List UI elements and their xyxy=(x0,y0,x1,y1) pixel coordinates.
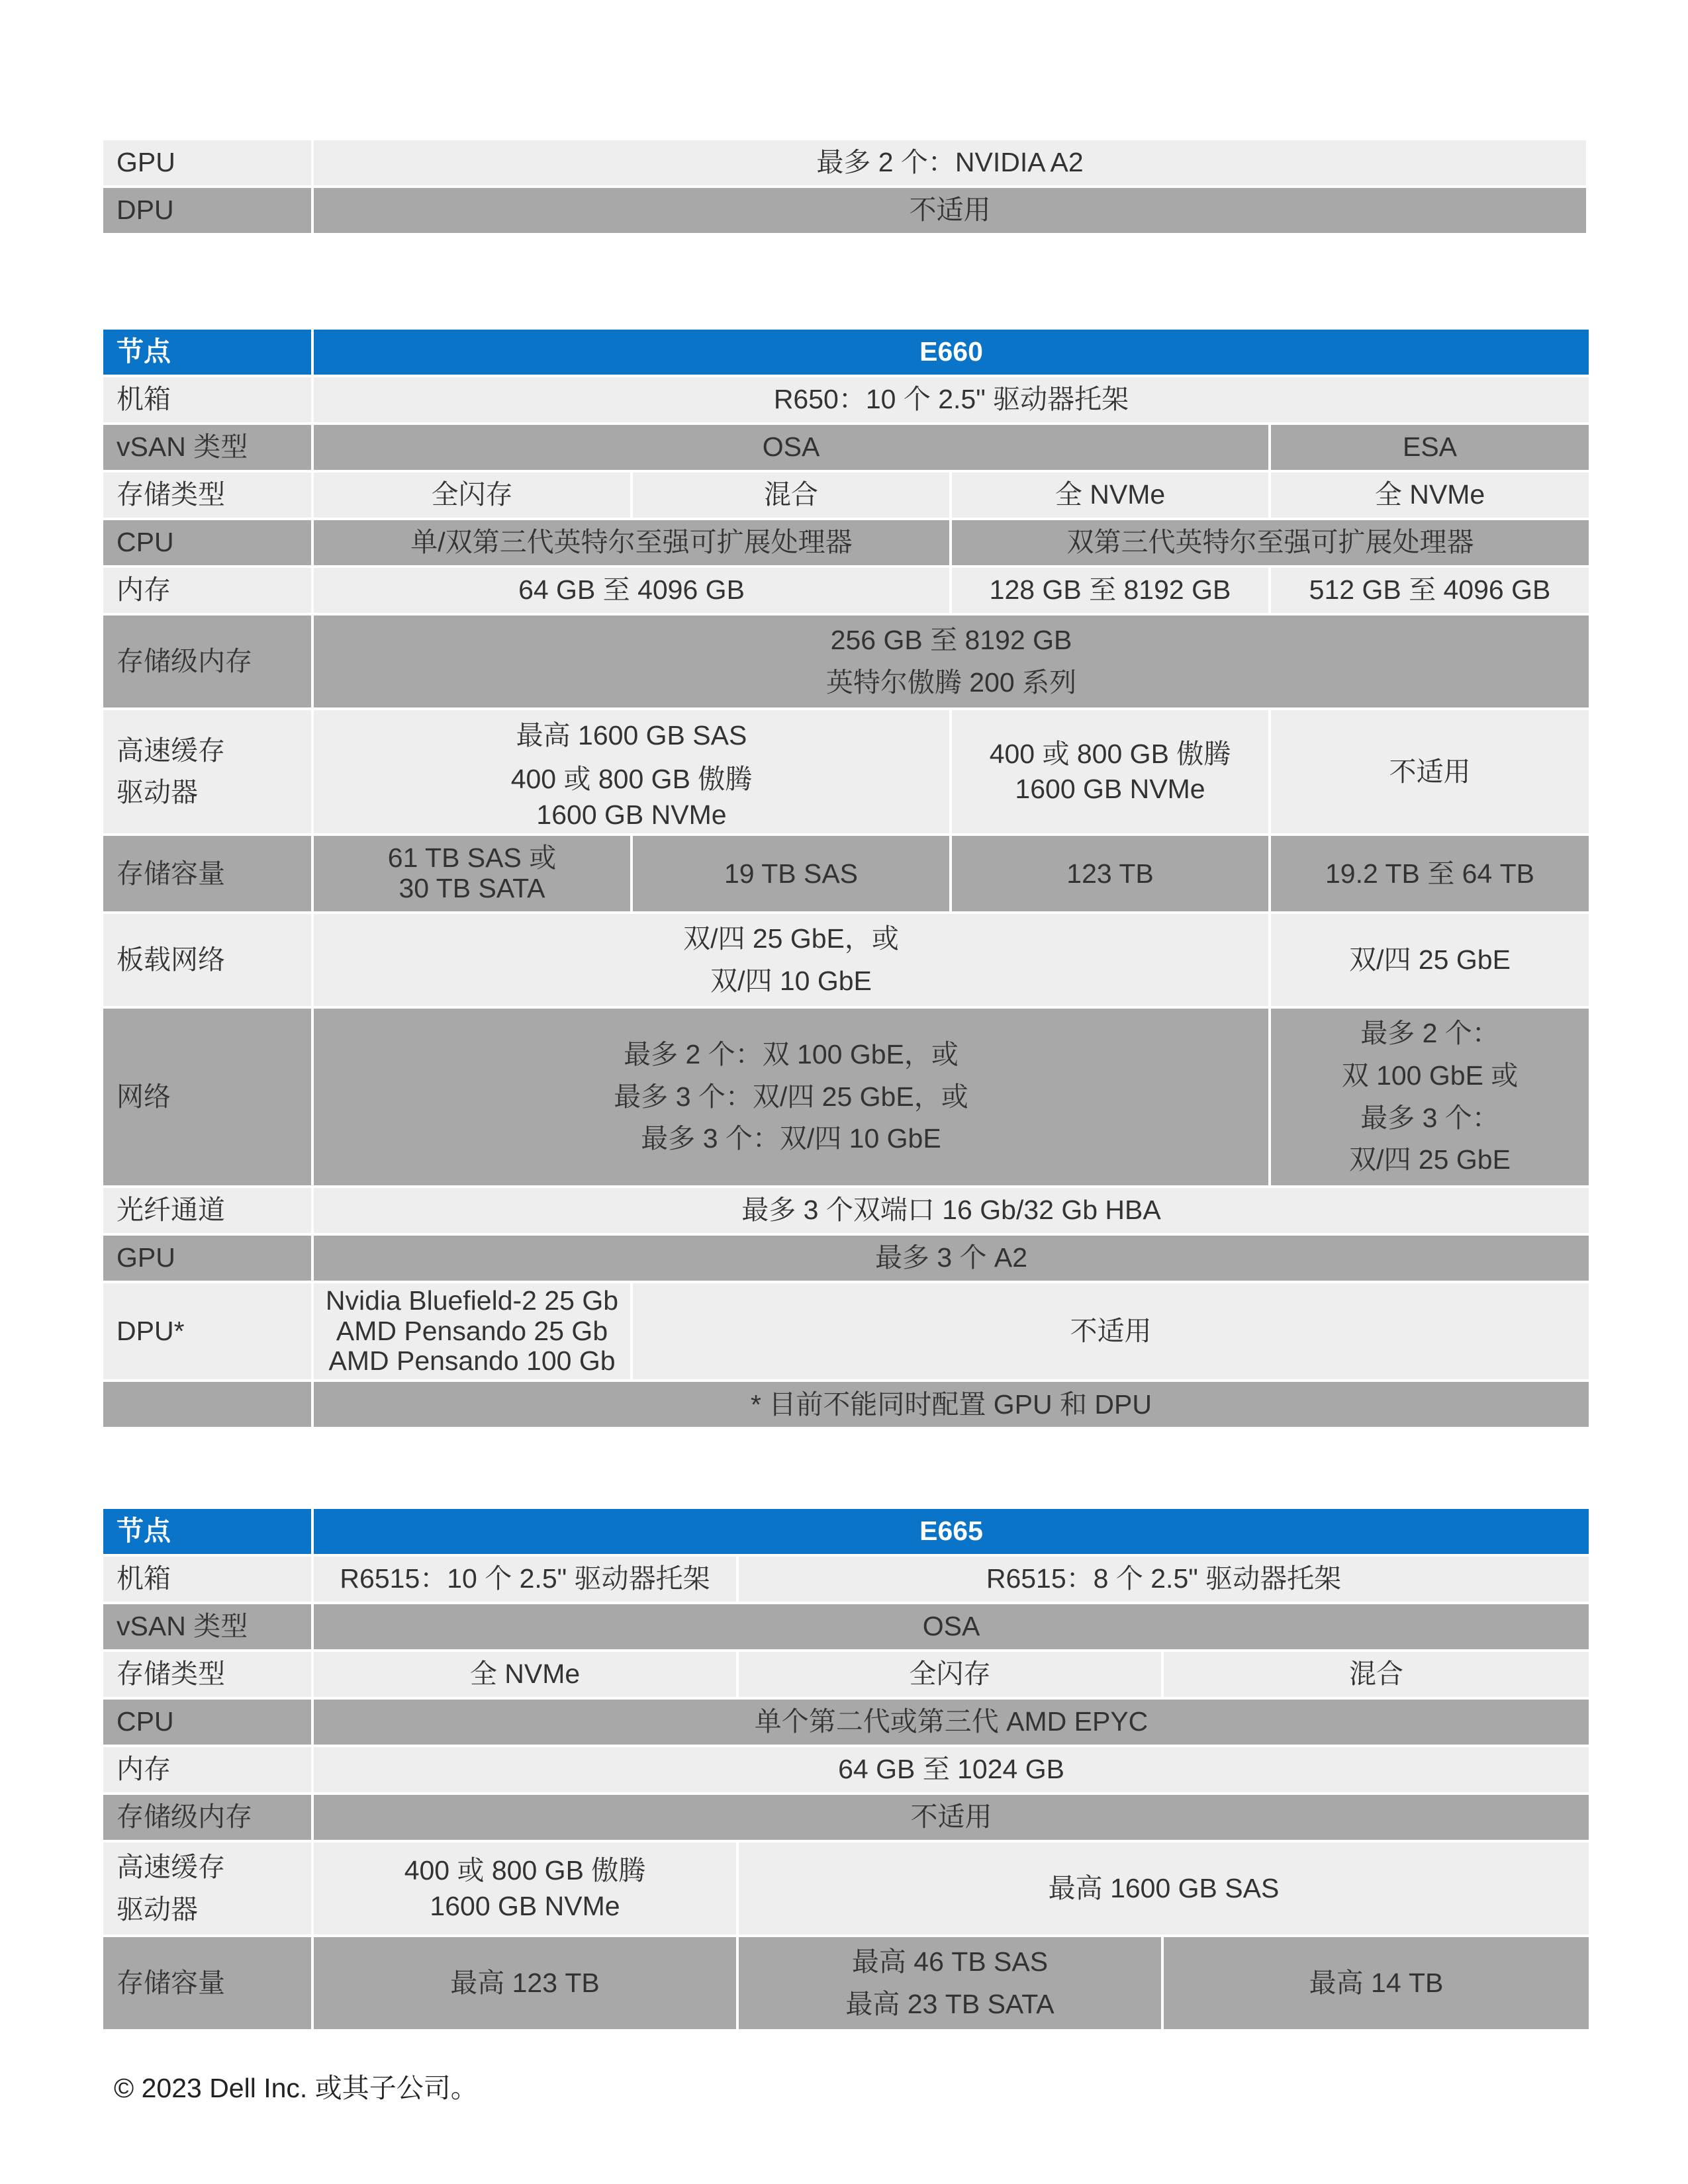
table-row xyxy=(102,1282,1590,1381)
row-label-chassis: 机箱 xyxy=(102,376,312,424)
capacity-nvme-osa: 123 TB xyxy=(951,835,1270,913)
table-row xyxy=(102,1234,1590,1282)
e665-spec-table xyxy=(101,1506,1591,2032)
scm-value: 不适用 xyxy=(312,1794,1590,1841)
row-label-capacity: 存储容量 xyxy=(102,1936,312,2030)
row-label-vsan-type: vSAN 类型 xyxy=(102,424,312,471)
row-label-cache: 高速缓存 驱动器 xyxy=(102,709,312,835)
storage-all-flash: 全闪存 xyxy=(737,1651,1162,1698)
dpu-options: Nvidia Bluefield-2 25 Gb AMD Pensando 25 Gb AMD Pensando 100 Gb xyxy=(312,1282,632,1381)
capacity-hybrid: 19 TB SAS xyxy=(632,835,951,913)
row-label-onboard-network: 板载网络 xyxy=(102,913,312,1007)
row-label-fibre-channel: 光纤通道 xyxy=(102,1187,312,1234)
vsan-value: OSA xyxy=(312,1603,1590,1651)
onboard-esa: 双/四 25 GbE xyxy=(1270,913,1590,1007)
network-esa: 最多 2 个： 双 100 GbE 或 最多 3 个： 双/四 25 GbE xyxy=(1270,1007,1590,1186)
table-row xyxy=(102,614,1590,709)
table-row xyxy=(102,835,1590,913)
table-row xyxy=(102,1651,1590,1698)
row-label-dpu: DPU* xyxy=(102,1282,312,1381)
storage-hybrid: 混合 xyxy=(1162,1651,1590,1698)
node-label: 节点 xyxy=(102,1508,312,1555)
cache-osa: 最高 1600 GB SAS 400 或 800 GB 傲腾 1600 GB NVMe xyxy=(312,709,951,835)
table-row xyxy=(102,139,1587,187)
memory-osa: 64 GB 至 4096 GB xyxy=(312,567,951,614)
vsan-esa: ESA xyxy=(1270,424,1590,471)
row-label-memory: 内存 xyxy=(102,1746,312,1794)
row-label-cpu: CPU xyxy=(102,519,312,567)
network-osa: 最多 2 个：双 100 GbE，或 最多 3 个：双/四 25 GbE，或 最多 3 个：双/四 10 GbE xyxy=(312,1007,1270,1186)
row-label-scm: 存储级内存 xyxy=(102,1794,312,1841)
table-row xyxy=(102,567,1590,614)
row-label-network: 网络 xyxy=(102,1007,312,1186)
row-label-cache: 高速缓存 驱动器 xyxy=(102,1841,312,1936)
capacity-all-flash: 61 TB SAS 或 30 TB SATA xyxy=(312,835,632,913)
row-label-gpu: GPU xyxy=(102,1234,312,1282)
onboard-osa: 双/四 25 GbE，或 双/四 10 GbE xyxy=(312,913,1270,1007)
chassis-nvme: R6515：10 个 2.5" 驱动器托架 xyxy=(312,1555,737,1603)
memory-nvme-osa: 128 GB 至 8192 GB xyxy=(951,567,1270,614)
storage-nvme-osa: 全 NVMe xyxy=(951,471,1270,519)
cache-nvme: 400 或 800 GB 傲腾 1600 GB NVMe xyxy=(312,1841,737,1936)
table-row xyxy=(102,913,1590,1007)
table-row xyxy=(102,1381,1590,1428)
table-row xyxy=(102,1007,1590,1186)
cache-esa: 不适用 xyxy=(1270,709,1590,835)
cpu-value: 单个第二代或第三代 AMD EPYC xyxy=(312,1698,1590,1746)
table-row xyxy=(102,424,1590,471)
table-row xyxy=(102,1187,1590,1234)
table-row xyxy=(102,1698,1590,1746)
row-label-memory: 内存 xyxy=(102,567,312,614)
table-row xyxy=(102,519,1590,567)
row-label-dpu: DPU xyxy=(102,187,312,234)
row-label-note xyxy=(102,1381,312,1428)
storage-nvme-esa: 全 NVMe xyxy=(1270,471,1590,519)
dpu-other: 不适用 xyxy=(632,1282,1590,1381)
vsan-osa: OSA xyxy=(312,424,1270,471)
table-header-row xyxy=(102,1508,1590,1555)
capacity-nvme: 最高 123 TB xyxy=(312,1936,737,2030)
table-row xyxy=(102,709,1590,835)
storage-all-flash: 全闪存 xyxy=(312,471,632,519)
row-label-chassis: 机箱 xyxy=(102,1555,312,1603)
table-row xyxy=(102,376,1590,424)
gpu-value: 最多 2 个：NVIDIA A2 xyxy=(312,139,1587,187)
cpu-nvme: 双第三代英特尔至强可扩展处理器 xyxy=(951,519,1590,567)
capacity-hybrid: 最高 14 TB xyxy=(1162,1936,1590,2030)
row-label-cpu: CPU xyxy=(102,1698,312,1746)
table-row xyxy=(102,1555,1590,1603)
row-label-scm: 存储级内存 xyxy=(102,614,312,709)
copyright-footer: © 2023 Dell Inc. 或其子公司。 xyxy=(114,2073,478,2103)
table-row xyxy=(102,1603,1590,1651)
e660-spec-table xyxy=(101,327,1591,1430)
row-label-vsan-type: vSAN 类型 xyxy=(102,1603,312,1651)
row-label-storage-type: 存储类型 xyxy=(102,471,312,519)
scm-value xyxy=(312,614,1590,709)
node-title: E665 xyxy=(312,1508,1590,1555)
table-row xyxy=(102,471,1590,519)
node-title: E660 xyxy=(312,328,1590,376)
row-label-gpu: GPU xyxy=(102,139,312,187)
table-header-row xyxy=(102,328,1590,376)
cpu-osa: 单/双第三代英特尔至强可扩展处理器 xyxy=(312,519,951,567)
table-row xyxy=(102,1746,1590,1794)
node-label: 节点 xyxy=(102,328,312,376)
storage-hybrid: 混合 xyxy=(632,471,951,519)
footnote: * 目前不能同时配置 GPU 和 DPU xyxy=(312,1381,1590,1428)
storage-nvme: 全 NVMe xyxy=(312,1651,737,1698)
memory-value: 64 GB 至 1024 GB xyxy=(312,1746,1590,1794)
table-row xyxy=(102,1841,1590,1936)
scm-line: 256 GB 至 8192 GB xyxy=(830,625,1072,655)
capacity-all-flash: 最高 46 TB SAS 最高 23 TB SATA xyxy=(737,1936,1162,2030)
fc-value: 最多 3 个双端口 16 Gb/32 Gb HBA xyxy=(312,1187,1590,1234)
row-label-capacity: 存储容量 xyxy=(102,835,312,913)
memory-esa: 512 GB 至 4096 GB xyxy=(1270,567,1590,614)
capacity-esa: 19.2 TB 至 64 TB xyxy=(1270,835,1590,913)
gpu-value: 最多 3 个 A2 xyxy=(312,1234,1590,1282)
table-row xyxy=(102,187,1587,234)
chassis-other: R6515：8 个 2.5" 驱动器托架 xyxy=(737,1555,1590,1603)
dpu-value: 不适用 xyxy=(312,187,1587,234)
scm-line: 英特尔傲腾 200 系列 xyxy=(825,666,1077,698)
table-row xyxy=(102,1794,1590,1841)
row-label-storage-type: 存储类型 xyxy=(102,1651,312,1698)
chassis-value: R650：10 个 2.5" 驱动器托架 xyxy=(312,376,1590,424)
table-row xyxy=(102,1936,1590,2030)
cache-other: 最高 1600 GB SAS xyxy=(737,1841,1590,1936)
spec-table-continued xyxy=(101,138,1589,236)
cache-nvme-osa: 400 或 800 GB 傲腾 1600 GB NVMe xyxy=(951,709,1270,835)
